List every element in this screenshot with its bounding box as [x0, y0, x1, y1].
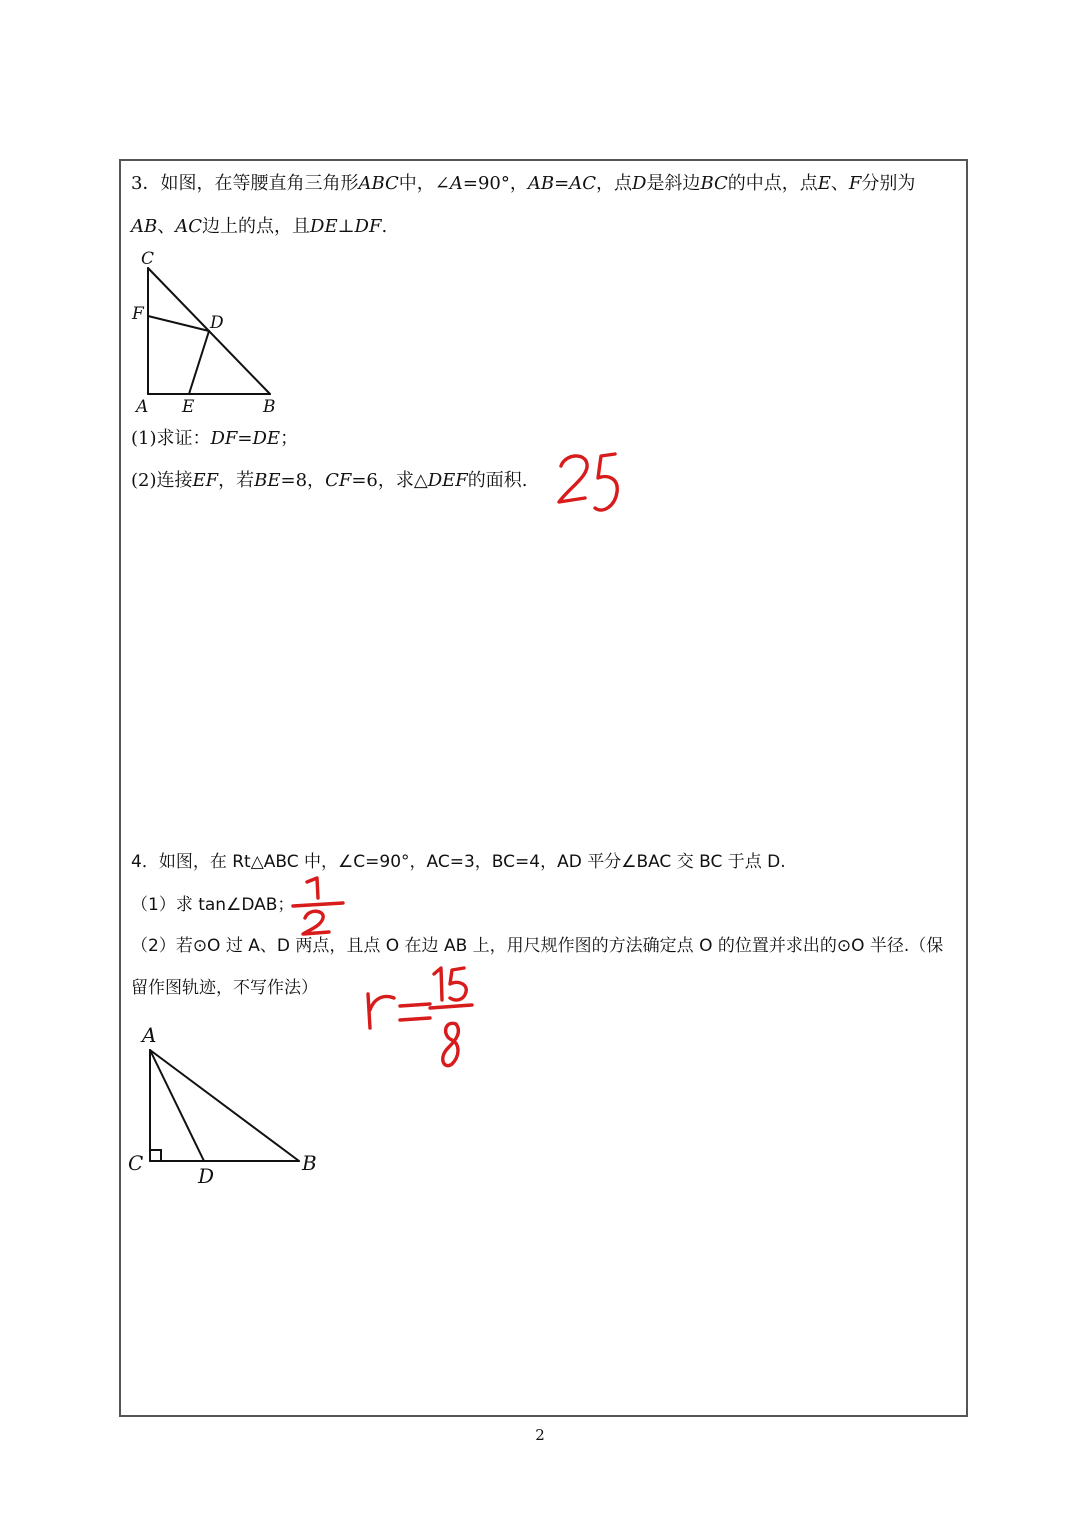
label-B: B [263, 397, 276, 417]
segment-AD [150, 1050, 204, 1161]
label-F: F [132, 304, 144, 324]
q3-triangle-figure [128, 246, 288, 418]
q4-part2-line1: （2）若⊙O 过 A、D 两点，且点 O 在边 AB 上，用尺规作图的方法确定点 O 的位置并求出的⊙O 半径.（保 [131, 936, 944, 956]
segment-FD [148, 316, 209, 331]
q3-statement-line2: AB、AC边上的点，且DE⊥DF. [131, 216, 388, 237]
q4-triangle-figure [124, 1022, 324, 1192]
q4-handwritten-answer-1 [285, 874, 355, 940]
right-angle-mark [150, 1150, 161, 1161]
label-C: C [141, 249, 155, 269]
label-E: E [182, 397, 195, 417]
segment-DE [189, 331, 209, 394]
page-number: 2 [535, 1426, 545, 1444]
label-A: A [136, 397, 149, 417]
q4-part1: （1）求 tan∠DAB； [131, 895, 295, 915]
q3-handwritten-answer [555, 450, 635, 520]
label-B: B [302, 1151, 317, 1175]
q4-part2-line2: 留作图轨迹，不写作法） [131, 978, 318, 998]
q3-statement-line1: 3．如图，在等腰直角三角形ABC中，∠A=90°，AB=AC，点D是斜边BC的中点，点E、F分别为 [131, 173, 916, 194]
segment-AB [150, 1050, 299, 1161]
label-C: C [128, 1151, 144, 1175]
q4-statement: 4．如图，在 Rt△ABC 中，∠C=90°，AC=3，BC=4，AD 平分∠BAC 交 BC 于点 D. [131, 852, 786, 872]
q3-part2: (2)连接EF，若BE=8，CF=6，求△DEF的面积. [131, 470, 528, 491]
q3-part1: (1)求证：DF=DE； [131, 428, 299, 449]
label-A: A [142, 1023, 157, 1047]
label-D: D [198, 1164, 215, 1188]
label-D: D [210, 313, 224, 333]
q4-handwritten-answer-2 [360, 960, 480, 1080]
